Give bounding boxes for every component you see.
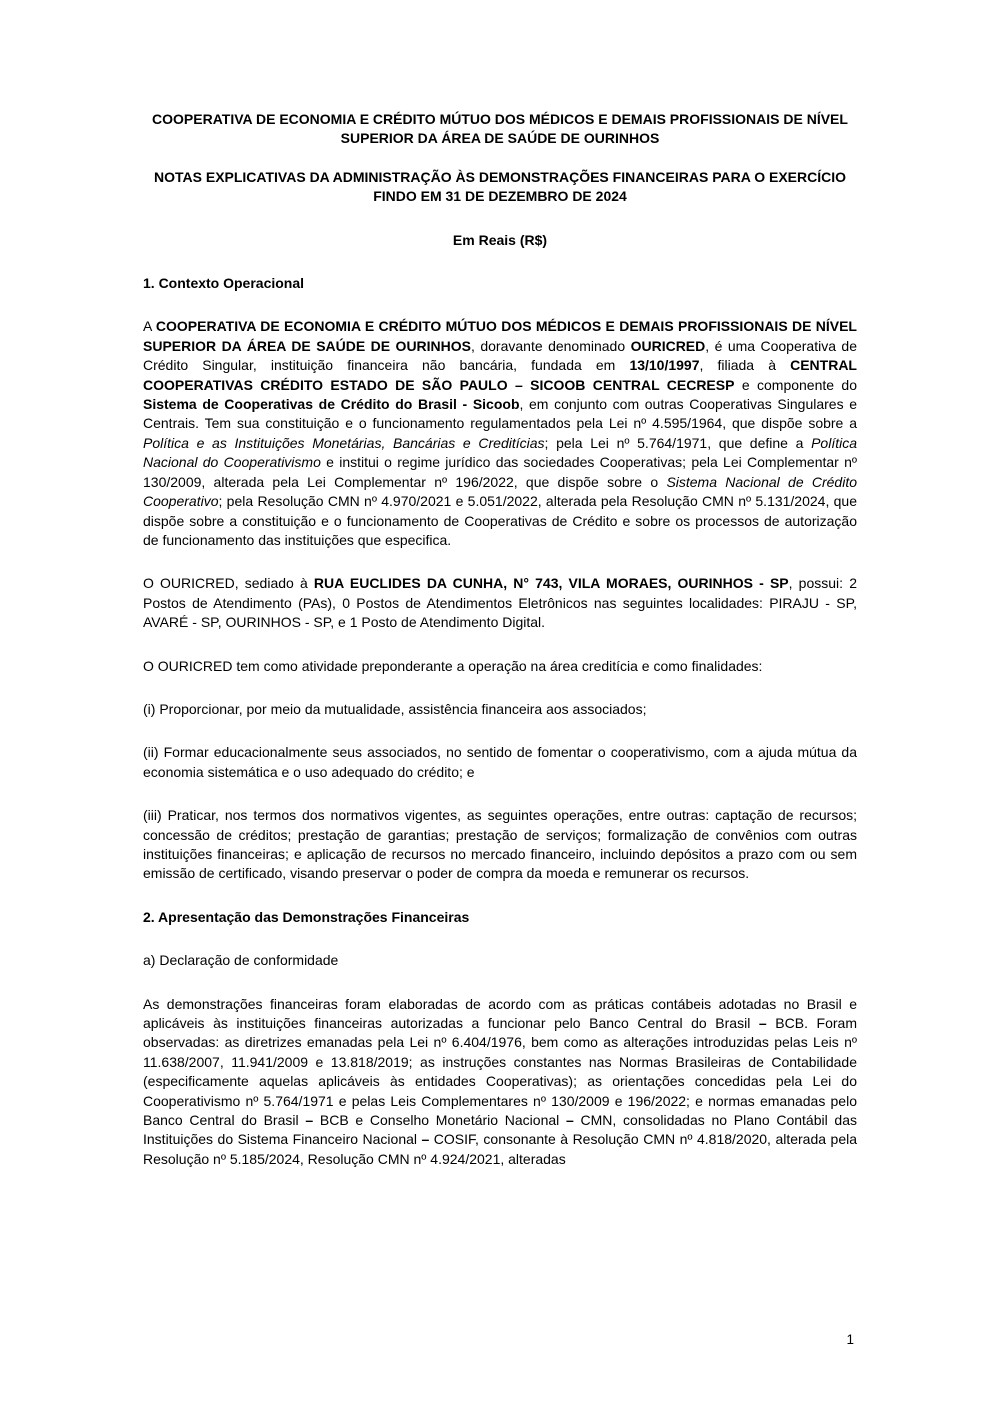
para-contexto: [143, 317, 857, 550]
text-run: e componente do: [734, 376, 857, 393]
text-run: Política e as Instituições Monetárias, Bancárias e Creditícias: [143, 434, 545, 451]
text-run: –: [566, 1112, 574, 1129]
item-ii: [143, 743, 857, 782]
text-run: COSIF, consonante à Resolução CMN nº 4.818/2020, alterada pela Resolução nº 5.185/2024, Resolução CMN nº 4.924/2021, alteradas: [143, 1131, 857, 1167]
text-run: , filiada à: [699, 357, 791, 374]
text-run: CMN, consolidadas no Plano Contábil das Instituições do Sistema Financeiro Nacional: [143, 1112, 858, 1148]
item-iii: [143, 806, 857, 884]
text-run: Sistema de Cooperativas de Crédito do Brasil - Sicoob: [143, 396, 520, 413]
para-endereco: [143, 574, 857, 632]
text-run: Sistema Nacional de Crédito Cooperativo: [143, 473, 858, 510]
text-run: 2. Apresentação das Demonstrações Financeiras: [143, 908, 470, 925]
text-run: As demonstrações financeiras foram elaboradas de acordo com as práticas contábeis adotadas no Brasil e aplicáveis às instituições financeiras autorizadas a funcionar pelo Banco Central do Brasil: [143, 995, 857, 1031]
para-atividade: [143, 657, 857, 676]
text-run: –: [305, 1112, 314, 1129]
text-run: Política Nacional do Cooperativismo: [143, 434, 857, 471]
text-run: e institui o regime jurídico das sociedades Cooperativas; pela Lei Complementar nº 130/2009, alterada pela Lei Complementar nº 196/2022, que dispõe sobre o: [143, 454, 858, 490]
text-run: COOPERATIVA DE ECONOMIA E CRÉDITO MÚTUO DOS MÉDICOS E DEMAIS PROFISSIONAIS DE NÍVEL SUPERIOR DA ÁREA DE SAÚDE DE OURINHOS: [143, 318, 857, 354]
text-run: RUA EUCLIDES DA CUNHA, N° 743, VILA MORAES, OURINHOS - SP: [313, 575, 789, 592]
text-run: O OURICRED, sediado à: [143, 575, 314, 592]
section-1-heading: [143, 274, 857, 293]
text-run: (iii) Praticar, nos termos dos normativos vigentes, as seguintes operações, entre outras: captação de recursos; concessão de créditos; prestação de garantias; prestação de serviços; formalização de convênios com outras instituições financeiras; e aplicação de recursos no mercado financeiro, incluindo depósitos a prazo com ou sem emissão de certificado, visando preservar o poder de compra da moeda e remunerar os recursos.: [143, 807, 857, 882]
text-run: OURICRED: [630, 337, 706, 354]
section-2-heading: [143, 908, 857, 927]
text-run: ; pela Resolução CMN nº 4.970/2021 e 5.051/2022, alterada pela Resolução CMN nº 5.131/2024, que dispõe sobre a constituição e o funcionamento de Cooperativas de Crédito e sobre os processos de autorização de funcionamento das instituições que especifica.: [143, 493, 857, 548]
text-run: BCB e Conselho Monetário Nacional: [313, 1112, 566, 1129]
page-number: 1: [846, 1332, 854, 1347]
text-run: a) Declaração de conformidade: [143, 952, 339, 969]
text-run: , possui: 2 Postos de Atendimento (PAs), 0 Postos de Atendimentos Eletrônicos nas seguintes localidades: PIRAJU - SP, AVARÉ - SP, OURINHOS - SP, e 1 Posto de Atendimento Digital.: [143, 575, 857, 631]
text-run: (ii) Formar educacionalmente seus associados, no sentido de fomentar o cooperativismo, com a ajuda mútua da economia sistemática e o uso adequado do crédito; e: [143, 744, 857, 780]
text-run: BCB. Foram observadas: as diretrizes emanadas pela Lei nº 6.404/1976, bem como as alterações introduzidas pelas Leis nº 11.638/2007, 11.941/2009 e 13.818/2019; as instruções constantes nas Normas Brasileiras de Contabilidade (especificamente aquelas aplicáveis às entidades Cooperativas); as orientações concedidas pela Lei do Cooperativismo nº 5.764/1971 e pelas Leis Complementares nº 130/2009 e 196/2022; e normas emanadas pelo Banco Central do Brasil: [143, 1015, 858, 1129]
doc-title: [143, 110, 857, 149]
text-run: (i) Proporcionar, por meio da mutualidade, assistência financeira aos associados;: [143, 700, 647, 717]
document-content: [143, 110, 857, 1193]
text-run: –: [758, 1015, 767, 1031]
text-run: 13/10/1997: [629, 357, 700, 374]
item-i: [143, 700, 857, 719]
text-run: , é uma Cooperativa de Crédito Singular, instituição financeira não bancária, fundada em: [143, 337, 858, 374]
text-run: –: [421, 1131, 430, 1148]
subsection-a-heading: [143, 951, 857, 970]
text-run: NOTAS EXPLICATIVAS DA ADMINISTRAÇÃO ÀS DEMONSTRAÇÕES FINANCEIRAS PARA O EXERCÍCIO FINDO EM 31 DE DEZEMBRO DE 2024: [154, 168, 846, 205]
para-conformidade: [143, 995, 857, 1170]
text-run: A: [143, 318, 156, 335]
text-run: CENTRAL COOPERATIVAS CRÉDITO ESTADO DE SÃO PAULO – SICOOB CENTRAL CECRESP: [143, 357, 857, 393]
text-run: O OURICRED tem como atividade preponderante a operação na área creditícia e como finalidades:: [143, 657, 763, 674]
currency-note: [143, 231, 857, 250]
text-run: , em conjunto com outras Cooperativas Singulares e Centrais. Tem sua constituição e o funcionamento regulamentados pela Lei nº 4.595/1964, que dispõe sobre a: [143, 396, 858, 432]
text-run: Em Reais (R$): [452, 231, 548, 248]
doc-subtitle: [143, 168, 857, 207]
text-run: COOPERATIVA DE ECONOMIA E CRÉDITO MÚTUO DOS MÉDICOS E DEMAIS PROFISSIONAIS DE NÍVEL SUPERIOR DA ÁREA DE SAÚDE DE OURINHOS: [152, 111, 848, 147]
text-run: , doravante denominado: [471, 337, 631, 354]
text-run: 1. Contexto Operacional: [143, 275, 305, 292]
text-run: ; pela Lei nº 5.764/1971, que define a: [544, 434, 812, 451]
